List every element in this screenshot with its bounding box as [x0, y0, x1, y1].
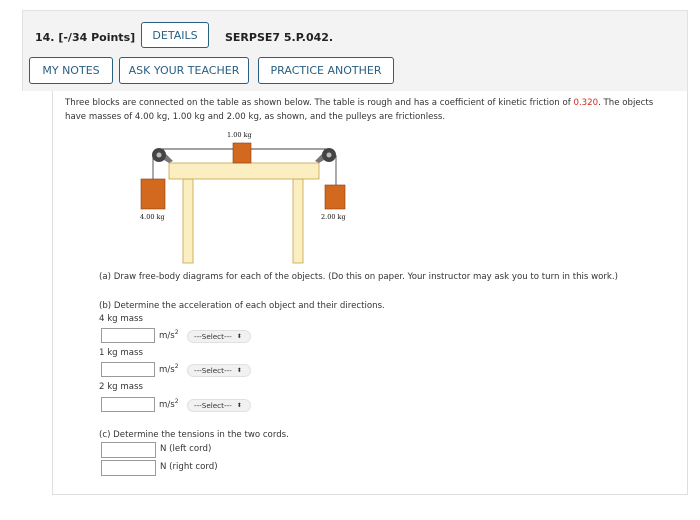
tension-right-input[interactable] [101, 460, 156, 476]
chevron-updown-icon: ⬍ [236, 367, 242, 374]
tension-left-unit: N (left cord) [160, 444, 212, 454]
block-4kg [141, 179, 165, 209]
row-label-4kg: 4 kg mass [99, 314, 143, 324]
accel-unit: $m/s^2$ [159, 398, 179, 410]
my-notes-button[interactable]: MY NOTES [29, 57, 113, 84]
details-button[interactable]: DETAILS [141, 22, 209, 48]
direction-select-1kg[interactable]: ---Select--- ⬍ [187, 364, 251, 377]
accel-1kg-input[interactable] [101, 362, 155, 377]
practice-another-button[interactable]: PRACTICE ANOTHER [258, 57, 394, 84]
accel-unit: $m/s^2$ [159, 329, 179, 341]
part-c-prompt: (c) Determine the tensions in the two cords. [99, 430, 289, 440]
direction-select-4kg[interactable]: ---Select--- ⬍ [187, 330, 251, 343]
question-code: SERPSE7 5.P.042. [225, 31, 334, 44]
direction-select-2kg[interactable]: ---Select--- ⬍ [187, 399, 251, 412]
accel-unit: $m/s^2$ [159, 363, 179, 375]
table-left-leg [183, 179, 193, 263]
table-right-leg [293, 179, 303, 263]
row-label-2kg: 2 kg mass [99, 382, 143, 392]
part-a-text: (a) Draw free-body diagrams for each of the objects. (Do this on paper. Your instructor may ask you to turn in this work.) [99, 272, 618, 282]
problem-statement: Three blocks are connected on the table as shown below. The table is rough and has a coefficient of kinetic friction of 0.320. The objects have masses of 4.00 kg, 1.00 kg and 2.00 kg, as shown, and the pulleys are frictionless. [65, 98, 654, 122]
label-1kg: 1.00 kg [227, 131, 252, 139]
part-b-prompt: (b) Determine the acceleration of each object and their directions. [99, 301, 385, 311]
accel-2kg-input[interactable] [101, 397, 155, 412]
friction-coefficient: 0.320 [573, 98, 599, 108]
blocks-pulley-figure [133, 129, 353, 269]
block-1kg [233, 143, 251, 163]
question-number: 14. [-/34 Points] [35, 31, 136, 44]
label-4kg: 4.00 kg [140, 213, 165, 221]
row-label-1kg: 1 kg mass [99, 348, 143, 358]
block-2kg [325, 185, 345, 209]
chevron-updown-icon: ⬍ [236, 333, 242, 340]
accel-4kg-input[interactable] [101, 328, 155, 343]
ask-teacher-button[interactable]: ASK YOUR TEACHER [119, 57, 249, 84]
points-label: [-/34 Points] [58, 31, 136, 44]
tension-left-input[interactable] [101, 442, 156, 458]
question-content [52, 91, 688, 495]
chevron-updown-icon: ⬍ [236, 402, 242, 409]
label-2kg: 2.00 kg [321, 213, 346, 221]
table-top [169, 163, 319, 179]
question-header [22, 10, 688, 91]
tension-right-unit: N (right cord) [160, 462, 218, 472]
